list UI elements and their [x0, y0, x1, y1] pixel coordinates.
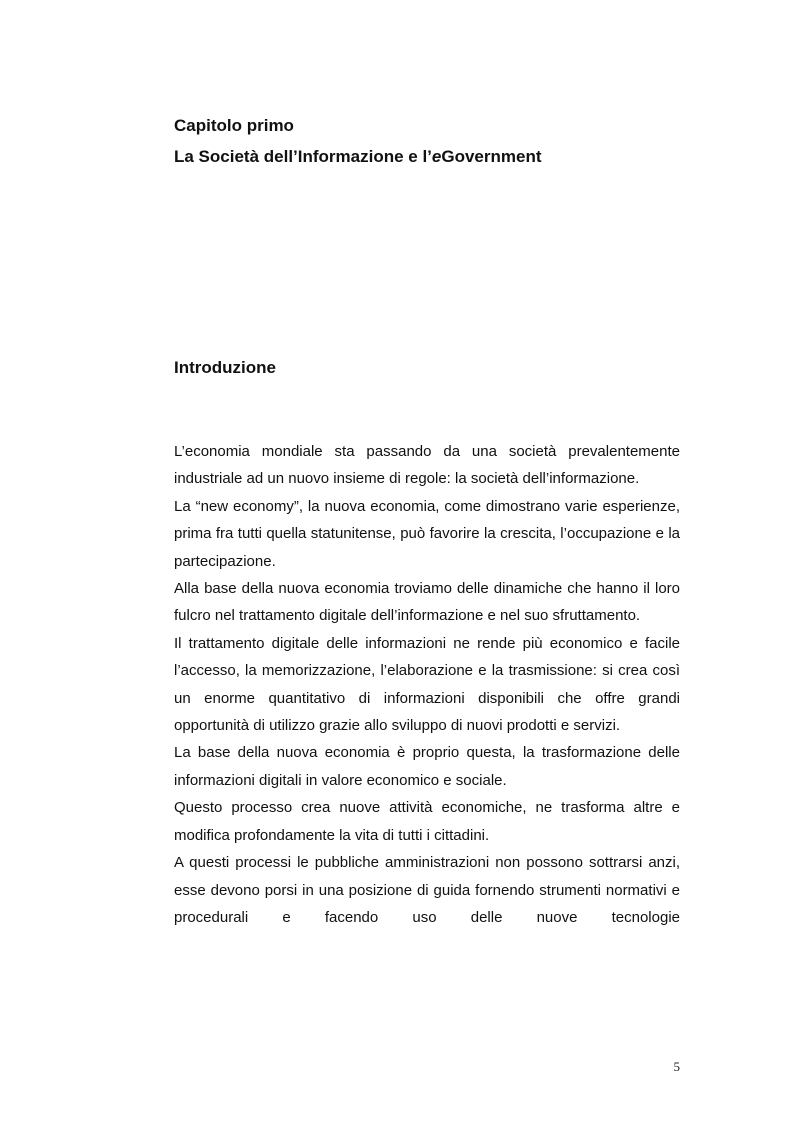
chapter-title	[174, 147, 542, 167]
chapter-title-suffix: Government	[441, 147, 542, 166]
chapter-title-italic: e	[431, 147, 442, 166]
paragraph: Alla base della nuova economia troviamo delle dinamiche che hanno il loro fulcro nel trattamento digitale dell’informazione e nel suo sfruttamento.	[174, 580, 680, 625]
paragraph: Questo processo crea nuove attività economiche, ne trasforma altre e modifica profondamente la vita di tutti i cittadini.	[174, 799, 680, 844]
paragraph: Il trattamento digitale delle informazioni ne rende più economico e facile l’accesso, la memorizzazione, l’elaborazione e la trasmissione: si crea così un enorme quantitativo di informazioni disponibili che offre grandi opportunità di utilizzo grazie allo sviluppo di nuovi prodotti e servizi.	[174, 634, 680, 735]
paragraph: A questi processi le pubbliche amministrazioni non possono sottrarsi anzi, esse devono porsi in una posizione di guida fornendo strumenti normativi e procedurali e facendo uso delle nuove tecnologie	[174, 854, 680, 926]
paragraph: La “new economy”, la nuova economia, come dimostrano varie esperienze, prima fra tutti quella statunitense, può favorire la crescita, l’occupazione e la partecipazione.	[174, 497, 680, 570]
body-text	[174, 438, 680, 931]
paragraph: L’economia mondiale sta passando da una società prevalentemente industriale ad un nuovo insieme di regole: la società dell’informazione.	[174, 443, 680, 488]
chapter-label: Capitolo primo	[174, 116, 294, 135]
chapter-title-prefix: La Società dell’Informazione e l’	[174, 147, 432, 166]
page-number: 5	[673, 1059, 680, 1074]
section-title: Introduzione	[174, 358, 276, 377]
paragraph: La base della nuova economia è proprio questa, la trasformazione delle informazioni digitali in valore economico e sociale.	[174, 744, 680, 789]
